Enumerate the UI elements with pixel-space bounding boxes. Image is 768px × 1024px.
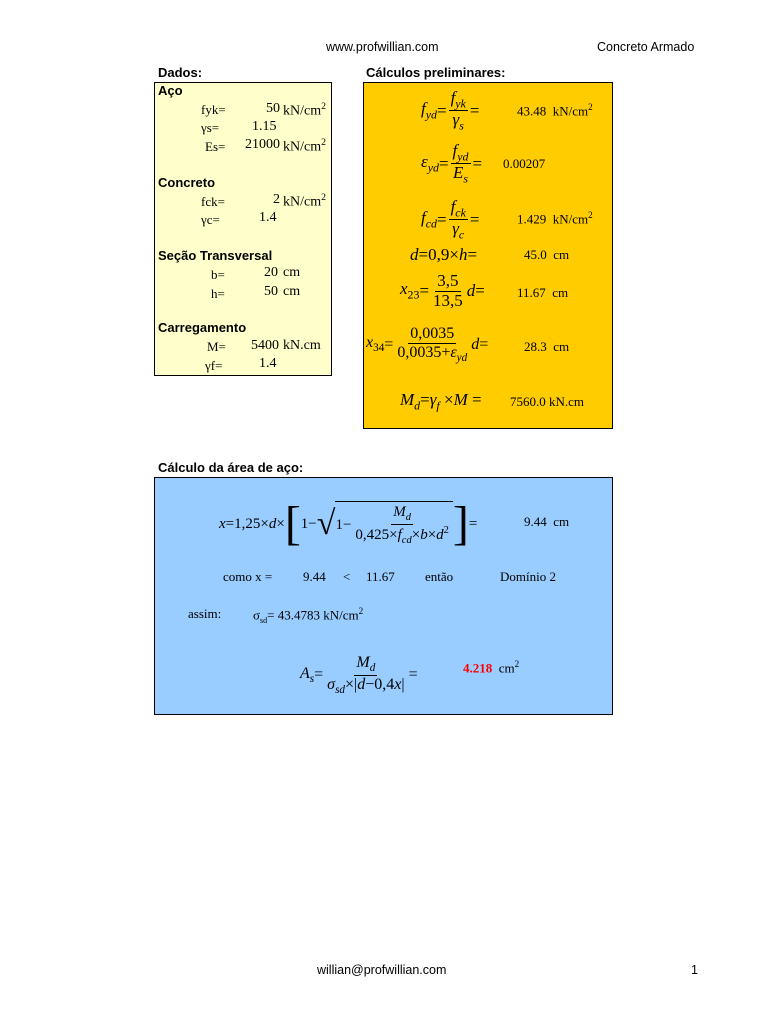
- area-title: Cálculo da área de aço:: [158, 460, 304, 475]
- es-label: Es=: [205, 139, 226, 154]
- fcd-value: 1.429 $kN/cm^2$: [517, 210, 593, 227]
- como-x: 9.44: [303, 569, 326, 584]
- site-url: www.profwillian.com: [326, 40, 439, 54]
- secao-heading: Seção Transversal: [158, 248, 273, 263]
- aco-heading: Aço: [158, 83, 183, 98]
- fcd-formula: $f_{cd}$ = $\frac{f_{ck}}{\gamma_c}$ =: [421, 197, 480, 242]
- x-formula: x=1,25×d× [ 1− √ 1− $\frac{M_d}{0,425\times f_{cd}\times b\times d^2}$ ] =: [219, 497, 478, 550]
- dominio-label: Domínio 2: [500, 569, 556, 584]
- fyd-formula: $f_{yd}$ = $\frac{f_{yk}}{\gamma_s}$ =: [421, 88, 480, 133]
- yf-value: 1.4: [259, 356, 277, 371]
- preliminares-title: Cálculos preliminares:: [366, 65, 506, 80]
- eyd-value: 0.00207: [503, 156, 546, 171]
- md-value: 7560.0 kN.cm: [510, 394, 585, 409]
- como-entao: então: [425, 569, 454, 584]
- b-label: b=: [211, 267, 225, 282]
- yc-label: γc=: [201, 212, 220, 227]
- dados-title: Dados:: [158, 65, 203, 80]
- page-number: 1: [691, 963, 698, 977]
- x23-formula: $x_{23}$ = $\frac{3,5}{13,5}$ d =: [400, 271, 485, 310]
- fck-unit: $kN/cm^2$: [283, 192, 327, 210]
- h-unit: cm: [283, 284, 301, 299]
- dados-panel: [154, 82, 332, 376]
- yc-value: 1.4: [259, 210, 277, 225]
- como-op: <: [343, 569, 351, 584]
- d-value: 45.0 cm: [524, 247, 570, 262]
- area-panel: [154, 477, 613, 715]
- fyk-unit: $kN/cm^2$: [283, 101, 327, 119]
- fck-value: 2: [273, 192, 280, 207]
- md-formula: $M_d=\gamma_f \times M$ =: [400, 390, 482, 413]
- sigma-sd: $\sigma_{sd}= 43.4783$ $kN/cm^2$: [253, 606, 364, 625]
- yf-label: γf=: [205, 358, 223, 373]
- d-formula: d=0,9×h=: [410, 245, 478, 264]
- footer-email: willian@profwillian.com: [317, 963, 447, 977]
- h-value: 50: [264, 284, 278, 299]
- b-value: 20: [264, 265, 278, 280]
- b-unit: cm: [283, 265, 301, 280]
- eyd-formula: $\varepsilon_{yd}$ = $\frac{f_{yd}}{E_s}$ =: [421, 141, 483, 186]
- fck-label: fck=: [201, 194, 225, 209]
- subject-title: Concreto Armado: [597, 40, 695, 54]
- x34-formula: $x_{34}$ = $\frac{0,0035}{0,0035+\varepsilon_{yd}}$ d =: [366, 325, 489, 364]
- as-formula: $A_s$ = $\frac{M_d}{\sigma_{sd}\times|d-0,4x|}$ =: [300, 654, 418, 696]
- fyd-value: 43.48 $kN/cm^2$: [517, 102, 593, 119]
- x-value: 9.44 cm: [524, 514, 570, 529]
- ys-value: 1.15: [252, 119, 277, 134]
- m-label: M=: [207, 339, 226, 354]
- preliminares-panel: [363, 82, 613, 429]
- fyk-label: fyk=: [201, 102, 226, 117]
- carregamento-heading: Carregamento: [158, 320, 247, 335]
- m-value: 5400: [251, 338, 279, 353]
- es-value: 21000: [245, 137, 280, 152]
- como-label: como x =: [223, 569, 273, 584]
- x34-value: 28.3 cm: [524, 339, 570, 354]
- as-value: 4.218 $cm^2$: [463, 659, 520, 676]
- x23-value: 11.67 cm: [517, 285, 569, 300]
- concreto-heading: Concreto: [158, 175, 216, 190]
- h-label: h=: [211, 286, 225, 301]
- m-unit: kN.cm: [283, 338, 321, 353]
- ys-label: γs=: [201, 120, 220, 135]
- es-unit: $kN/cm^2$: [283, 137, 327, 155]
- como-x23: 11.67: [366, 569, 395, 584]
- fyk-value: 50: [266, 101, 280, 116]
- assim-label: assim:: [188, 606, 222, 621]
